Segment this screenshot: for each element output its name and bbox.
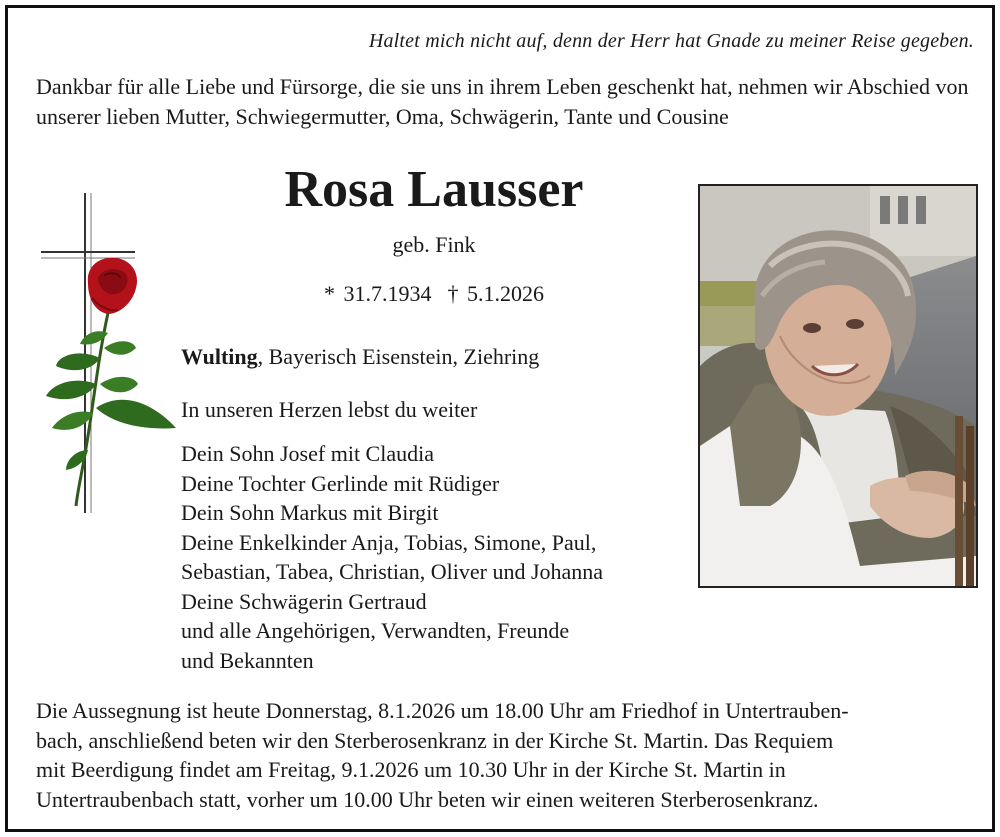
ceremony-line: bach, anschließend beten wir den Sterberosenkranz in der Kirche St. Martin. Das Requiem <box>36 727 834 753</box>
mourner-line: und alle Angehörigen, Verwandten, Freunde <box>181 618 570 643</box>
birth-date: * 31.7.1934 <box>324 281 432 306</box>
mourner-line: Deine Schwägerin Gertraud <box>181 588 427 614</box>
deceased-name: Rosa Lausser <box>284 161 584 218</box>
mourner-line: Dein Sohn Josef mit Claudia <box>181 441 434 466</box>
ceremony-line: Die Aussegnung ist heute Donnerstag, 8.1.2026 um 18.00 Uhr am Friedhof in Untertrauben- <box>36 698 849 723</box>
death-date: † 5.1.2026 <box>447 281 544 306</box>
mourner-line: Deine Enkelkinder Anja, Tobias, Simone, Paul, <box>181 529 597 555</box>
place-main: Wulting <box>181 344 258 369</box>
ceremony-line: mit Beerdigung findet am Freitag, 9.1.2026 um 10.30 Uhr in der Kirche St. Martin in <box>36 757 786 782</box>
places <box>181 344 539 370</box>
mourner-line: Sebastian, Tabea, Christian, Oliver und Johanna <box>181 559 604 584</box>
mourners-list <box>181 439 681 675</box>
bible-verse: Haltet mich nicht auf, denn der Herr hat Gnade zu meiner Reise gegeben. <box>368 30 974 52</box>
mourner-line: Dein Sohn Markus mit Birgit <box>181 500 439 525</box>
birth-name: geb. Fink <box>392 232 476 257</box>
ceremony-line: Untertraubenbach statt, vorher um 10.00 Uhr beten wir einen weiteren Sterberosenkranz. <box>36 786 819 812</box>
life-dates <box>158 281 710 307</box>
mourner-line: und Bekannten <box>181 647 314 673</box>
place-rest: , Bayerisch Eisenstein, Ziehring <box>257 344 540 369</box>
obituary-notice <box>5 5 995 832</box>
heart-line: In unseren Herzen lebst du weiter <box>181 397 478 422</box>
ceremony-text <box>36 696 976 814</box>
mourner-line: Deine Tochter Gerlinde mit Rüdiger <box>181 470 500 496</box>
intro-text: Dankbar für alle Liebe und Fürsorge, die sie uns in ihrem Leben geschenkt hat, nehmen wir Abschied von unserer lieben Mutter, Schwiegermutter, Oma, Schwägerin, Tante und Cousine <box>36 74 969 129</box>
portrait-photo <box>698 184 978 588</box>
